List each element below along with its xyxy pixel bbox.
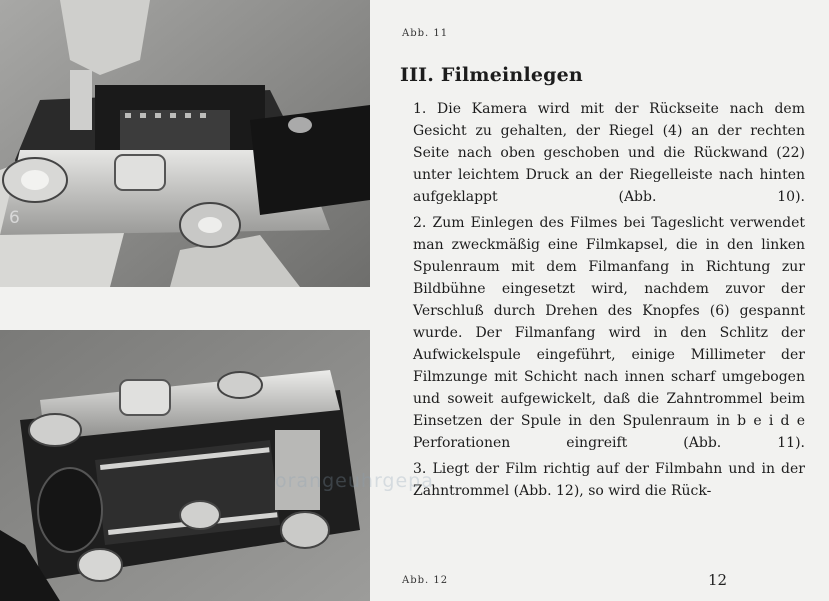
figure-label-bottom: Abb. 12 xyxy=(402,575,449,586)
page-number: 12 xyxy=(708,571,728,589)
camera-photo-top-image xyxy=(0,0,370,287)
watermark: orangeuhrgepa xyxy=(275,470,434,492)
section-heading: III. Filmeinlegen xyxy=(400,64,583,86)
figure-label-top: Abb. 11 xyxy=(402,28,449,39)
paragraph-1: 1. Die Kamera wird mit der Rückseite nach dem Gesicht zu gehalten, der Riegel (4) an der rechten Seite nach oben geschoben und die Rückwand (22) unter leichtem Druck an der Riegelleiste nach hinten aufgeklappt (Abb. 10). xyxy=(413,101,805,205)
camera-photo-bottom xyxy=(0,330,370,601)
callout-number-6: 6 xyxy=(9,208,20,228)
camera-photo-top xyxy=(0,0,370,287)
paragraph-2: 2. Zum Einlegen des Filmes bei Tageslicht verwendet man zweckmäßig eine Filmkapsel, die in den linken Spulenraum mit dem Filmanfang in Richtung zur Bildbühne eingesetzt wird, nachdem zuvor der Verschluß durch Drehen des Knopfes (6) gespannt wurde. Der Filmanfang wird in den Schlitz der Aufwickelspule eingeführt, einige Millimeter der Filmzunge mit Schicht nach innen scharf umgebogen und soweit aufgewickelt, daß die Zahntrommel beim Einsetzen der Spule in den Spulenraum in b e i d e Perforationen eingreift (Abb. 11). xyxy=(413,215,805,451)
camera-photo-bottom-image xyxy=(0,330,370,601)
instruction-text xyxy=(413,98,805,506)
paragraph-3: 3. Liegt der Film richtig auf der Filmbahn und in der Zahntrommel (Abb. 12), so wird die Rück- xyxy=(413,461,805,499)
